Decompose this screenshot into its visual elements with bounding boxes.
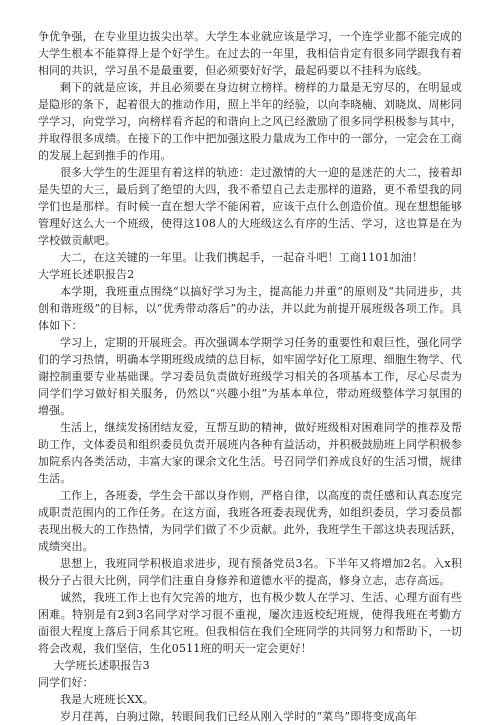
section-title-2: 大学班长述职报告2 bbox=[38, 268, 135, 281]
paragraph-9: 工作上，各班委，学生会干部以身作则，严格自律，以高度的责任感和认真态度完成职责范围内的工作任务。在这方面，我班各班委表现优秀，如组织委员，学习委员都表现出极大的工作热情，为同学们做了不少贡献。此外，我班学生干部这块表现活跃，成绩突出。 bbox=[38, 489, 462, 553]
paragraph-11: 诚然，我班工作上也有欠完善的地方，也有极少数人在学习、生活、心理方面有些困难。特别是有2到3名同学对学习很不重视，屡次违返校纪班规，使得我班在考勤方面很大程度上落后于同系其它班。但我相信在我们全班同学的共同努力和帮助下，一切将会改观，我们坚信，生化0511班的明天一定会更好！ bbox=[38, 591, 462, 655]
paragraph-14: 我是大班班长XX。 bbox=[60, 693, 155, 706]
greeting: 同学们好： bbox=[38, 676, 94, 689]
paragraph-15: 岁月荏苒，白驹过隙，转眼间我们已经从刚入学时的“菜鸟”即将变成高年 bbox=[60, 710, 418, 723]
paragraph-4: 大二，在这关键的一年里。让我们携起手，一起奋斗吧！工商1101加油！ bbox=[60, 251, 424, 264]
section-title-3: 大学班长述职报告3 bbox=[53, 659, 150, 672]
paragraph-3: 很多大学生的生涯里有着这样的轨迹：走过激情的大一迎的是迷茫的大二，接着却是失望的大三，最后到了绝望的大四，我不希望自己去走那样的道路，更不希望我的同学们也是那样。有时候一直在想大学不能闲着，应该干点什么创造价值。现在想想能够管理好这么大一个班级，使得这108人的大班级这么有序的生活、学习，这也算是在为学校做贡献吧。 bbox=[38, 166, 462, 247]
paragraph-7: 学习上，定期的开展班会。再次强调本学期学习任务的重要性和艰巨性，强化同学们的学习热情，明确本学期班级成绩的总目标，如牢固学好化工原理、细胞生物学、代谢控制重要专业基础课。学习委员负责做好班级学习相关的各项基本工作，尽心尽责为同学们学习做好相关服务，仍然以“兴趣小组”为基本单位，带动班级整体学习氛围的增强。 bbox=[38, 336, 462, 417]
paragraph-6: 本学期，我班重点围绕“以搞好学习为主，提高能力并重”的原则及“共同进步，共创和谐班级”的目标，以“优秀带动落后”的办法，并以此为前提开展班级各项工作。具体如下： bbox=[38, 285, 462, 332]
paragraph-2: 剩下的就是应该，并且必须要在身边树立榜样。榜样的力量是无穷尽的，在明显或是隐形的条下，起着很大的推动作用，照上半年的经验，以向李晓楠、刘晓岚、周彬同学学习，向党学习，向榜样看齐起的和谐向上之风已经激励了很多同学积极参与其中，并取得很多成绩。在接下的工作中把加强这股力量成为工作中的一部分，一定会在工商的发展上起到推手的作用。 bbox=[38, 81, 462, 162]
paragraph-8: 生活上，继续发扬团结友爱，互帮互助的精神，做好班级相对困难同学的推荐及帮助工作，文体委员和组织委员负责开展班内各种有益活动，并积极鼓励班上同学积极参加院系内各类活动，丰富大家的课余文化生活。号召同学们养成良好的生活习惯，规律生活。 bbox=[38, 421, 462, 485]
paragraph-1: 争优争强，在专业里边拔尖出萃。大学生本业就应该是学习，一个连学业都不能完成的大学生根本不能算得上是个好学生。在过去的一年里，我相信肯定有很多同学跟我有着相同的共识，学习虽不是最重要，但必须要好好学，最起码要以不挂科为底线。 bbox=[38, 30, 462, 77]
paragraph-10: 思想上，我班同学积极追求进步，现有预备党员3名。下半年又将增加2名。入x积极分子占很大比例，同学们注重自身修养和道德水平的提高，修身立志，志存高远。 bbox=[38, 557, 462, 587]
